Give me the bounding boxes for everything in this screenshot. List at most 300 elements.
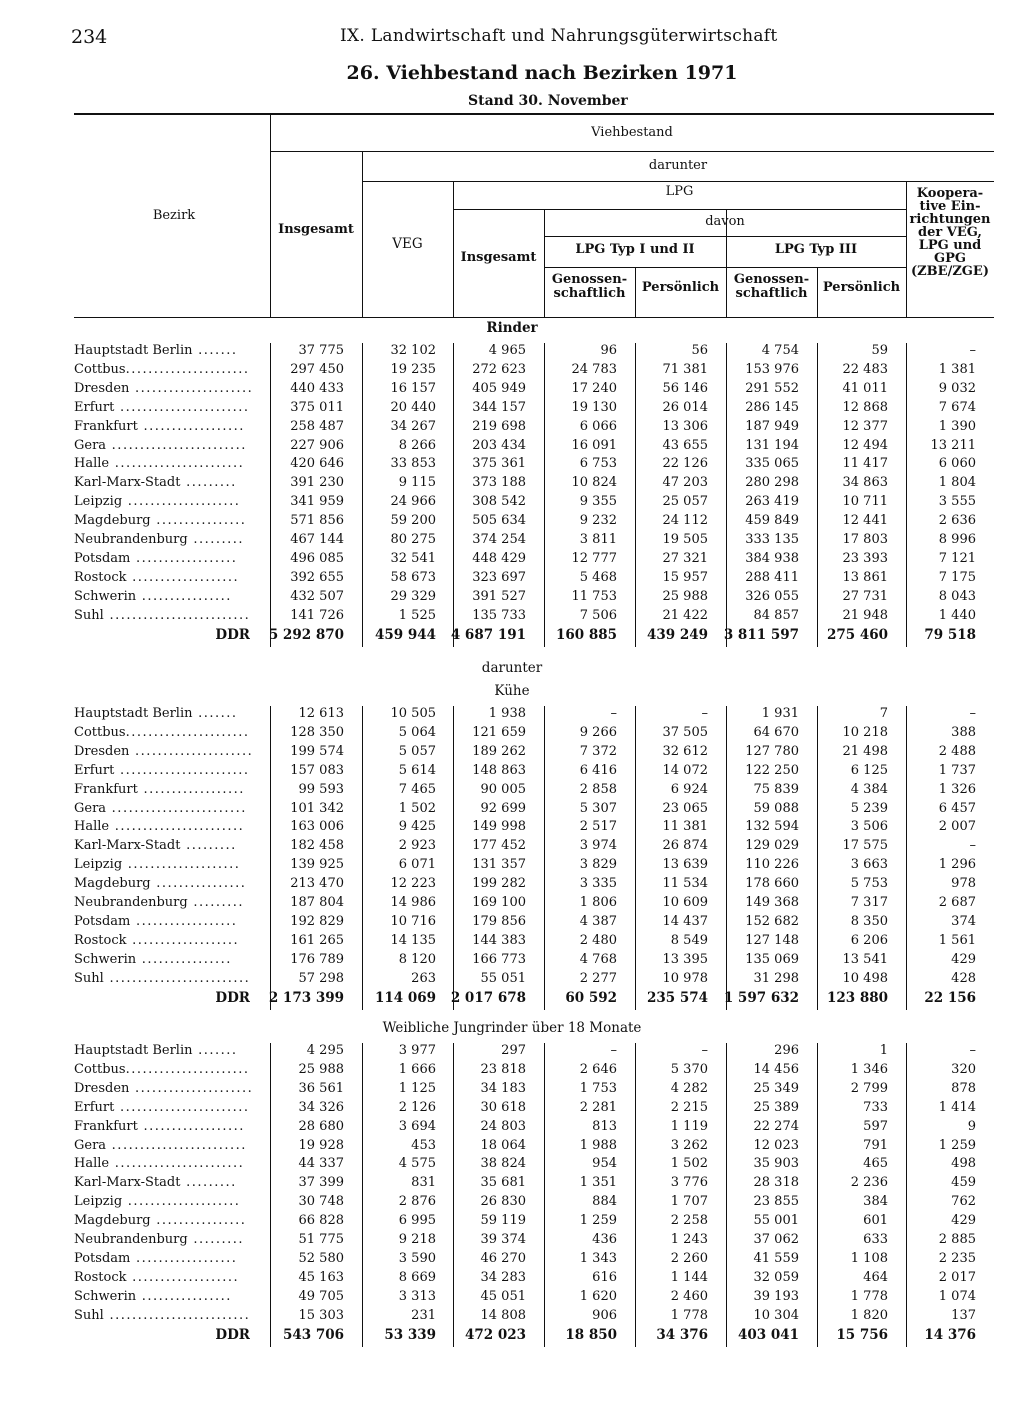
header-darunter: darunter xyxy=(648,158,708,173)
value-cell: 392 655 xyxy=(290,569,344,585)
bezirk-label: Hauptstadt Berlin xyxy=(74,1043,193,1058)
value-cell: 24 783 xyxy=(571,361,617,377)
value-cell: 24 112 xyxy=(662,513,708,529)
value-cell: 43 655 xyxy=(662,437,708,453)
value-cell: 459 849 xyxy=(745,513,799,529)
value-cell: 51 775 xyxy=(298,1232,344,1247)
leader-dots: ....................... xyxy=(109,1156,245,1172)
value-cell: 1 326 xyxy=(938,781,976,797)
table-title-text: 26. Viehbestand nach Bezirken 1971 xyxy=(346,62,738,84)
value-cell: 429 xyxy=(951,1213,976,1229)
bezirk-name xyxy=(74,1119,264,1134)
value-cell: 33 853 xyxy=(390,456,436,472)
bezirk-name xyxy=(74,971,264,986)
leader-dots: ......... xyxy=(180,1175,237,1191)
bezirk-name xyxy=(74,933,264,948)
value-cell: 55 051 xyxy=(480,970,526,986)
value-cell: 12 868 xyxy=(842,399,888,415)
value-cell: 6 206 xyxy=(850,932,888,948)
table-row xyxy=(74,1232,994,1251)
value-cell: 3 776 xyxy=(670,1175,708,1191)
value-cell: 44 337 xyxy=(298,1156,344,1172)
leader-dots: ........................ xyxy=(106,437,247,453)
value-cell: 12 223 xyxy=(390,876,436,892)
header-kooperative-line: richtungen xyxy=(909,212,991,227)
table-row xyxy=(74,1043,994,1062)
value-cell: 23 818 xyxy=(480,1061,526,1077)
bezirk-name xyxy=(74,1308,264,1323)
value-cell: 5 057 xyxy=(398,743,436,759)
value-cell: 4 282 xyxy=(670,1080,708,1096)
value-cell: 2 126 xyxy=(398,1099,436,1115)
value-cell: 161 265 xyxy=(290,932,344,948)
value-cell: 137 xyxy=(951,1307,976,1323)
value-cell: 23 393 xyxy=(842,550,888,566)
value-cell: 335 065 xyxy=(745,456,799,472)
value-cell: 374 xyxy=(951,913,976,929)
value-cell: 38 824 xyxy=(480,1156,526,1172)
value-cell: 32 612 xyxy=(662,743,708,759)
value-cell: 92 699 xyxy=(480,800,526,816)
leader-dots: ...................... xyxy=(125,724,250,740)
value-cell: 429 xyxy=(951,951,976,967)
header-kooperative-line: tive Ein- xyxy=(919,199,981,214)
value-cell: 25 389 xyxy=(753,1099,799,1115)
bezirk-label: DDR xyxy=(215,626,250,643)
table-row xyxy=(74,475,994,494)
table-row xyxy=(74,1100,994,1119)
value-cell: 90 005 xyxy=(480,781,526,797)
value-cell: 733 xyxy=(863,1099,888,1115)
value-cell: 2 017 678 xyxy=(450,989,526,1006)
value-cell: 496 085 xyxy=(290,550,344,566)
value-cell: 166 773 xyxy=(472,951,526,967)
value-cell: 34 267 xyxy=(390,418,436,434)
value-cell: 2 923 xyxy=(398,838,436,854)
value-cell: 8 120 xyxy=(398,951,436,967)
value-cell: 34 376 xyxy=(656,1326,708,1343)
value-cell: 187 804 xyxy=(290,895,344,910)
leader-dots: ........................ xyxy=(106,1137,247,1153)
value-cell: 1 820 xyxy=(850,1307,888,1323)
value-cell: 11 534 xyxy=(662,876,708,892)
value-cell: 2 173 399 xyxy=(268,989,344,1006)
value-cell: 2 258 xyxy=(670,1213,708,1229)
value-cell: 375 361 xyxy=(472,456,526,472)
header-veg: VEG xyxy=(392,236,423,252)
header-kooperative-line: der VEG, xyxy=(918,225,982,240)
header-kooperative-line: (ZBE/ZGE) xyxy=(911,264,989,279)
bezirk-name xyxy=(74,706,264,721)
table-row xyxy=(74,381,994,400)
value-cell: 1 502 xyxy=(670,1156,708,1172)
value-cell: 1 502 xyxy=(398,800,436,816)
value-cell: – xyxy=(969,343,976,358)
value-cell: 14 808 xyxy=(480,1307,526,1323)
header-insgesamt: Insgesamt xyxy=(278,222,354,237)
value-cell: 5 307 xyxy=(579,800,617,816)
value-cell: 296 xyxy=(774,1043,799,1058)
table-row xyxy=(74,725,994,744)
leader-dots: ..................... xyxy=(129,743,254,759)
header-lpg: LPG xyxy=(665,184,694,199)
total-row xyxy=(74,627,994,646)
value-cell: 333 135 xyxy=(745,532,799,547)
bezirk-label: Rostock xyxy=(74,932,127,948)
table-row xyxy=(74,1213,994,1232)
bezirk-label: Schwerin xyxy=(74,588,137,604)
value-cell: 59 xyxy=(871,343,888,358)
bezirk-name xyxy=(74,725,264,740)
value-cell: 1 804 xyxy=(938,475,976,491)
value-cell: 633 xyxy=(863,1232,888,1247)
value-cell: 1 597 632 xyxy=(723,989,799,1006)
value-cell: 71 381 xyxy=(662,361,708,377)
value-cell: 465 xyxy=(863,1156,888,1172)
value-cell: 37 062 xyxy=(753,1232,799,1247)
value-cell: 1 259 xyxy=(938,1137,976,1153)
value-cell: 4 768 xyxy=(579,951,617,967)
value-cell: 13 395 xyxy=(662,951,708,967)
value-cell: 25 988 xyxy=(298,1061,344,1077)
header-kooperative-line: Kooperа- xyxy=(916,186,984,201)
value-cell: 59 088 xyxy=(753,800,799,816)
value-cell: 39 374 xyxy=(480,1232,526,1247)
value-cell: 13 861 xyxy=(842,569,888,585)
value-cell: 122 250 xyxy=(745,762,799,778)
bezirk-name xyxy=(74,589,264,604)
value-cell: 2 017 xyxy=(938,1269,976,1285)
bezirk-name xyxy=(74,362,264,377)
value-cell: 22 126 xyxy=(662,456,708,472)
bezirk-label: Frankfurt xyxy=(74,418,138,434)
value-cell: 6 924 xyxy=(670,781,708,797)
bezirk-label: Leipzig xyxy=(74,1194,123,1210)
value-cell: 10 978 xyxy=(662,970,708,986)
value-cell: 189 262 xyxy=(472,743,526,759)
value-cell: 2 488 xyxy=(938,743,976,759)
leader-dots: ................ xyxy=(136,588,232,604)
value-cell: 2 281 xyxy=(579,1099,617,1115)
value-cell: 5 468 xyxy=(579,569,617,585)
value-cell: 8 043 xyxy=(938,588,976,604)
bezirk-name xyxy=(74,475,264,490)
value-cell: 1 753 xyxy=(579,1080,617,1096)
header-kooperative-line: GPG xyxy=(934,251,966,266)
value-cell: 375 011 xyxy=(290,399,344,415)
section-heading: Kühe xyxy=(494,683,530,699)
header-rule xyxy=(544,267,906,268)
leader-dots: ................... xyxy=(126,932,240,948)
value-cell: 135 069 xyxy=(745,951,799,967)
bezirk-label: Suhl xyxy=(74,1307,104,1323)
bezirk-name xyxy=(74,343,264,358)
value-cell: 1 259 xyxy=(579,1213,617,1229)
bezirk-label: Halle xyxy=(74,819,110,835)
leader-dots: ................... xyxy=(126,1269,240,1285)
value-cell: 11 753 xyxy=(571,588,617,604)
leader-dots: ...................... xyxy=(125,361,250,377)
table-header xyxy=(74,113,994,318)
value-cell: 3 663 xyxy=(850,857,888,873)
value-cell: 34 283 xyxy=(480,1269,526,1285)
total-row xyxy=(74,1327,994,1346)
value-cell: 178 660 xyxy=(745,876,799,892)
value-cell: 286 145 xyxy=(745,399,799,415)
leader-dots: ....................... xyxy=(114,1099,250,1115)
value-cell: 59 119 xyxy=(480,1213,526,1229)
value-cell: 373 188 xyxy=(472,475,526,491)
value-cell: 6 071 xyxy=(398,857,436,873)
header-rule xyxy=(362,151,363,317)
bezirk-name xyxy=(74,1175,264,1190)
bezirk-label: Gera xyxy=(74,437,107,453)
value-cell: 199 574 xyxy=(290,743,344,759)
value-cell: 7 317 xyxy=(850,895,888,910)
value-cell: 3 977 xyxy=(398,1043,436,1058)
value-cell: 37 505 xyxy=(662,724,708,740)
value-cell: 616 xyxy=(592,1269,617,1285)
bezirk-name xyxy=(74,456,264,471)
value-cell: 9 266 xyxy=(579,724,617,740)
table-row xyxy=(74,1138,994,1157)
value-cell: 571 856 xyxy=(290,513,344,529)
value-cell: 388 xyxy=(951,724,976,740)
value-cell: 831 xyxy=(411,1175,436,1191)
value-cell: 1 346 xyxy=(850,1061,888,1077)
value-cell: 177 452 xyxy=(472,838,526,854)
value-cell: 308 542 xyxy=(472,494,526,510)
value-cell: 14 456 xyxy=(753,1061,799,1077)
value-cell: 121 659 xyxy=(472,724,526,740)
value-cell: 39 193 xyxy=(753,1288,799,1304)
value-cell: 23 855 xyxy=(753,1194,799,1210)
value-cell: 453 xyxy=(411,1137,436,1153)
table-row xyxy=(74,1175,994,1194)
value-cell: 3 555 xyxy=(938,494,976,510)
value-cell: 5 614 xyxy=(398,762,436,778)
value-cell: 8 996 xyxy=(938,532,976,547)
value-cell: 272 623 xyxy=(472,361,526,377)
bezirk-name xyxy=(74,876,264,891)
leader-dots: ..................... xyxy=(129,380,254,396)
total-row xyxy=(74,990,994,1009)
value-cell: 8 669 xyxy=(398,1269,436,1285)
value-cell: 12 777 xyxy=(571,550,617,566)
leader-dots: ......................... xyxy=(103,970,251,986)
value-cell: 2 885 xyxy=(938,1232,976,1247)
bezirk-label: Frankfurt xyxy=(74,781,138,797)
value-cell: 4 754 xyxy=(761,343,799,358)
value-cell: 56 xyxy=(691,343,708,358)
value-cell: 7 674 xyxy=(938,399,976,415)
value-cell: 467 144 xyxy=(290,532,344,547)
leader-dots: ................ xyxy=(150,876,247,892)
value-cell: 163 006 xyxy=(290,819,344,835)
value-cell: 7 506 xyxy=(579,607,617,623)
table-row xyxy=(74,933,994,952)
bezirk-name xyxy=(74,895,264,910)
value-cell: 59 200 xyxy=(390,513,436,529)
value-cell: 60 592 xyxy=(565,989,617,1006)
value-cell: 6 457 xyxy=(938,800,976,816)
value-cell: 17 803 xyxy=(842,532,888,547)
value-cell: 6 995 xyxy=(398,1213,436,1229)
header-genossenschaftlich-3: Genossen- schaftlich xyxy=(733,272,810,301)
table-row xyxy=(74,570,994,589)
value-cell: 22 483 xyxy=(842,361,888,377)
table-row xyxy=(74,914,994,933)
table-row xyxy=(74,876,994,895)
value-cell: 7 xyxy=(879,706,888,721)
value-cell: 157 083 xyxy=(290,762,344,778)
header-kooperative-line: LPG und xyxy=(918,238,982,253)
value-cell: 169 100 xyxy=(472,895,526,910)
bezirk-label: Rostock xyxy=(74,569,127,585)
header-bezirk: Bezirk xyxy=(152,208,196,223)
bezirk-name xyxy=(74,608,264,623)
value-cell: 17 575 xyxy=(842,838,888,854)
value-cell: 19 235 xyxy=(390,361,436,377)
table-row xyxy=(74,952,994,971)
table-row xyxy=(74,456,994,475)
value-cell: 27 321 xyxy=(662,550,708,566)
table-row xyxy=(74,513,994,532)
value-cell: 27 731 xyxy=(842,588,888,604)
header-rule xyxy=(270,151,994,152)
value-cell: 21 422 xyxy=(662,607,708,623)
value-cell: 3 811 xyxy=(579,532,617,547)
value-cell: 13 541 xyxy=(842,951,888,967)
value-cell: 3 694 xyxy=(398,1118,436,1134)
value-cell: 405 949 xyxy=(472,380,526,396)
value-cell: 459 944 xyxy=(374,626,436,643)
header-rule xyxy=(362,181,994,182)
value-cell: 3 335 xyxy=(579,876,617,892)
bezirk-label: Dresden xyxy=(74,1080,130,1096)
value-cell: 231 xyxy=(411,1307,436,1323)
bezirk-name xyxy=(74,763,264,778)
value-cell: 160 885 xyxy=(555,626,617,643)
value-cell: 9 218 xyxy=(398,1232,436,1247)
leader-dots: ......... xyxy=(180,475,237,491)
leader-dots: .................. xyxy=(130,550,238,566)
bezirk-name xyxy=(74,513,264,528)
header-genossenschaftlich-12: Genossen- schaftlich xyxy=(551,272,628,301)
value-cell: 2 277 xyxy=(579,970,617,986)
value-cell: 22 156 xyxy=(924,989,976,1006)
value-cell: 35 681 xyxy=(480,1175,526,1191)
bezirk-label: Hauptstadt Berlin xyxy=(74,343,193,358)
value-cell: 52 580 xyxy=(298,1250,344,1266)
value-cell: 4 387 xyxy=(579,913,617,929)
leader-dots: ....................... xyxy=(114,762,250,778)
bezirk-label: Potsdam xyxy=(74,913,131,929)
value-cell: 420 646 xyxy=(290,456,344,472)
value-cell: 2 687 xyxy=(938,895,976,910)
value-cell: 4 687 191 xyxy=(450,626,526,643)
value-cell: 12 377 xyxy=(842,418,888,434)
value-cell: 45 051 xyxy=(480,1288,526,1304)
value-cell: 34 183 xyxy=(480,1080,526,1096)
bezirk-name xyxy=(74,494,264,509)
header-persoenlich-3: Persönlich xyxy=(822,280,901,295)
value-cell: 213 470 xyxy=(290,876,344,892)
value-cell: 2 517 xyxy=(579,819,617,835)
value-cell: 13 639 xyxy=(662,857,708,873)
value-cell: 49 705 xyxy=(298,1288,344,1304)
bezirk-name xyxy=(74,1213,264,1228)
value-cell: 2 236 xyxy=(850,1175,888,1191)
value-cell: 139 925 xyxy=(290,857,344,873)
value-cell: 34 863 xyxy=(842,475,888,491)
value-cell: 1 390 xyxy=(938,418,976,434)
value-cell: 41 011 xyxy=(842,380,888,396)
value-cell: 32 541 xyxy=(390,550,436,566)
value-cell: 275 460 xyxy=(826,626,888,643)
table-row xyxy=(74,494,994,513)
value-cell: 1 243 xyxy=(670,1232,708,1247)
value-cell: 320 xyxy=(951,1061,976,1077)
table-row xyxy=(74,1308,994,1327)
bezirk-name xyxy=(74,1251,264,1266)
value-cell: 29 329 xyxy=(390,588,436,604)
bezirk-name xyxy=(74,1156,264,1171)
value-cell: 459 xyxy=(951,1175,976,1191)
bezirk-label: Schwerin xyxy=(74,1288,137,1304)
page-number: 234 xyxy=(71,26,108,48)
value-cell: – xyxy=(610,706,617,721)
bezirk-name xyxy=(74,627,250,643)
value-cell: 22 274 xyxy=(753,1118,799,1134)
table-subtitle: Stand 30. November xyxy=(468,93,628,109)
value-cell: 7 175 xyxy=(938,569,976,585)
value-cell: 20 440 xyxy=(390,399,436,415)
value-cell: 28 680 xyxy=(298,1118,344,1134)
value-cell: 99 593 xyxy=(298,781,344,797)
value-cell: 297 450 xyxy=(290,361,344,377)
value-cell: 23 065 xyxy=(662,800,708,816)
table-row xyxy=(74,895,994,914)
value-cell: 127 148 xyxy=(745,932,799,948)
value-cell: 37 775 xyxy=(298,343,344,358)
bezirk-label: Erfurt xyxy=(74,762,115,778)
value-cell: 57 298 xyxy=(298,970,344,986)
value-cell: 5 753 xyxy=(850,876,888,892)
table-row xyxy=(74,1081,994,1100)
value-cell: 4 295 xyxy=(306,1043,344,1058)
value-cell: 6 125 xyxy=(850,762,888,778)
bezirk-label: Gera xyxy=(74,800,107,816)
value-cell: 4 965 xyxy=(488,343,526,358)
value-cell: 17 240 xyxy=(571,380,617,396)
bezirk-label: Suhl xyxy=(74,607,104,623)
section-block xyxy=(74,1043,994,1347)
value-cell: 30 748 xyxy=(298,1194,344,1210)
value-cell: 28 318 xyxy=(753,1175,799,1191)
value-cell: 1 296 xyxy=(938,857,976,873)
bezirk-name xyxy=(74,1081,264,1096)
bezirk-label: Frankfurt xyxy=(74,1118,138,1134)
bezirk-name xyxy=(74,1232,264,1247)
value-cell: 436 xyxy=(592,1232,617,1247)
value-cell: 2 876 xyxy=(398,1194,436,1210)
value-cell: 12 023 xyxy=(753,1137,799,1153)
leader-dots: .................. xyxy=(137,1118,245,1134)
value-cell: 543 706 xyxy=(282,1326,344,1343)
bezirk-label: Rostock xyxy=(74,1269,127,1285)
value-cell: 5 292 870 xyxy=(268,626,344,643)
